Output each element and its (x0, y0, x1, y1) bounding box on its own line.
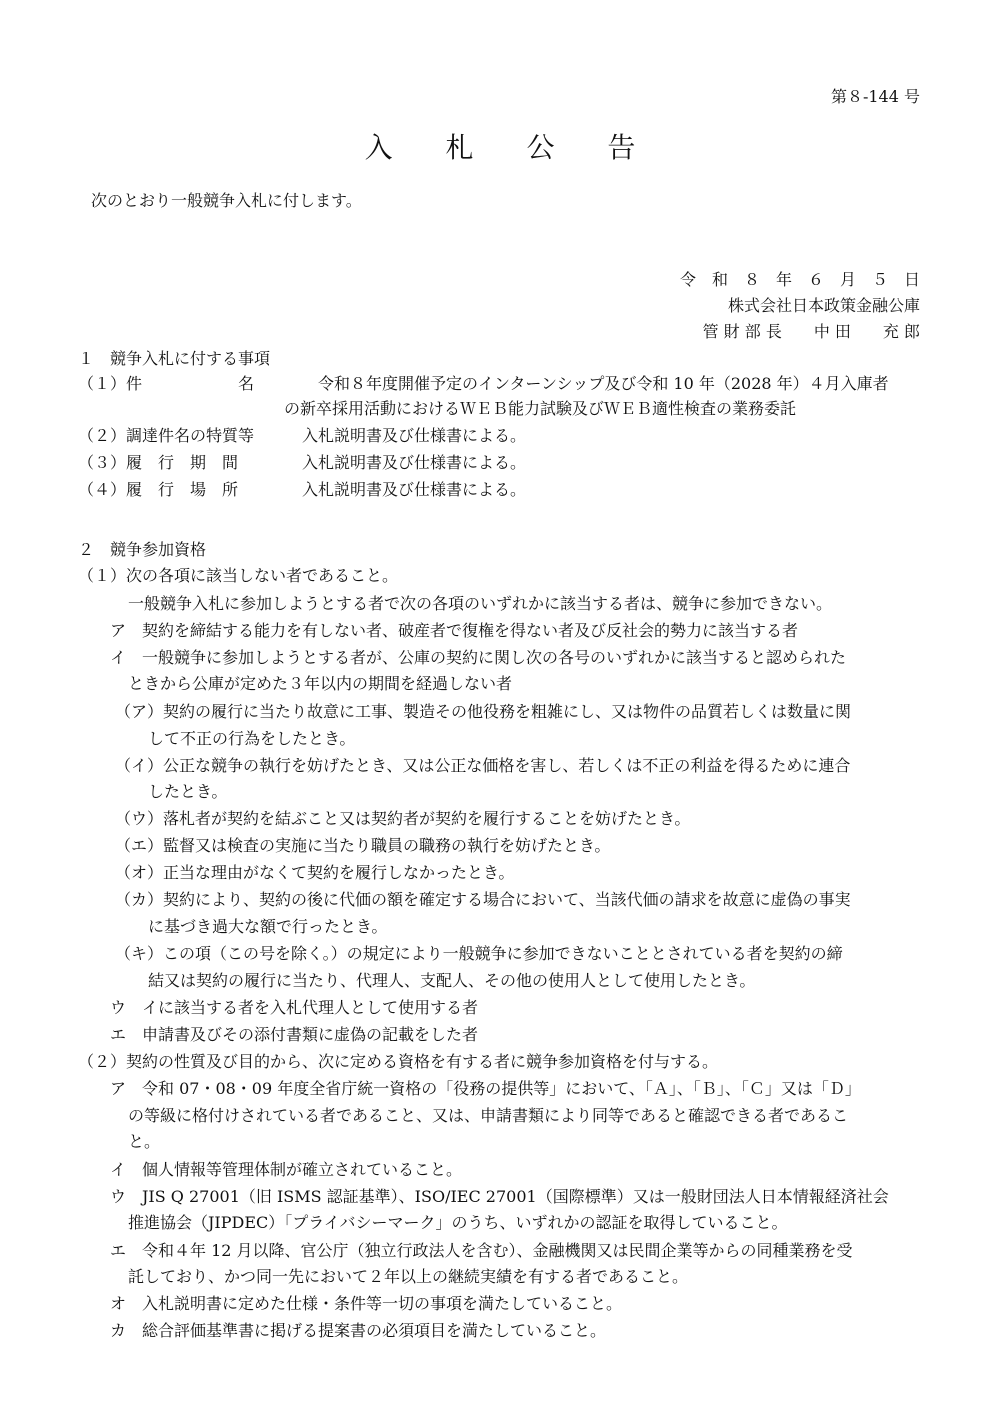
item1-label: （１）件 名 (78, 374, 255, 393)
s2-line: 一般競争入札に参加しようとする者で次の各項のいずれかに該当する者は、競争に参加できない。 (128, 594, 833, 613)
s2-line: （オ）正当な理由がなくて契約を履行しなかったとき。 (115, 863, 515, 882)
s2-line: （キ）この項（この号を除く。）の規定により一般競争に参加できないこととされている者を契約の締 (115, 944, 843, 963)
s2-line: エ 令和４年 12 月以降、官公庁（独立行政法人を含む）、金融機関又は民間企業等からの同種業務を受 (110, 1241, 853, 1260)
issue-date: 令 和 ８ 年 ６ 月 ５ 日 (679, 270, 920, 289)
item1-value-line1: 令和８年度開催予定のインターンシップ及び令和 10 年（2028 年）４月入庫者 (318, 374, 889, 393)
section2-heading: ２ 競争参加資格 (78, 540, 207, 559)
item3-label: （３）履 行 期 間 (78, 453, 239, 472)
s2-line: と。 (128, 1132, 161, 1151)
s2-line: に基づき過大な額で行ったとき。 (148, 917, 388, 936)
s2-line: （ウ）落札者が契約を結ぶこと又は契約者が契約を履行することを妨げたとき。 (115, 809, 691, 828)
issuer-person: 管 財 部 長 中 田 充 郎 (702, 322, 920, 341)
s2-line: （１）次の各項に該当しない者であること。 (78, 566, 399, 585)
s2-line: して不正の行為をしたとき。 (148, 729, 356, 748)
s2-line: カ 総合評価基準書に掲げる提案書の必須項目を満たしていること。 (110, 1321, 607, 1340)
s2-line: ときから公庫が定めた３年以内の期間を経過しない者 (128, 674, 513, 693)
s2-line: （エ）監督又は検査の実施に当たり職員の職務の執行を妨げたとき。 (115, 836, 611, 855)
s2-line: したとき。 (148, 782, 228, 801)
s2-line: （２）契約の性質及び目的から、次に定める資格を有する者に競争参加資格を付与する。 (78, 1052, 719, 1071)
s2-line: エ 申請書及びその添付書類に虚偽の記載をした者 (110, 1025, 479, 1044)
s2-line: ウ イに該当する者を入札代理人として使用する者 (110, 998, 479, 1017)
s2-line: （イ）公正な競争の執行を妨げたとき、又は公正な価格を害し、若しくは不正の利益を得るために連合 (115, 756, 851, 775)
intro-text: 次のとおり一般競争入札に付します。 (91, 191, 362, 210)
s2-line: （カ）契約により、契約の後に代価の額を確定する場合において、当該代価の請求を故意に虚偽の事実 (115, 890, 851, 909)
s2-line: 推進協会（JIPDEC）「プライバシーマーク」のうち、いずれかの認証を取得していること。 (128, 1213, 788, 1232)
s2-line: 託しており、かつ同一先において２年以上の継続実績を有する者であること。 (128, 1267, 689, 1286)
s2-line: （ア）契約の履行に当たり故意に工事、製造その他役務を粗雑にし、又は物件の品質若しくは数量に関 (115, 702, 852, 721)
s2-line: ア 契約を締結する能力を有しない者、破産者で復権を得ない者及び反社会的勢力に該当する者 (110, 621, 799, 640)
s2-line: イ 一般競争に参加しようとする者が、公庫の契約に関し次の各号のいずれかに該当すると認められた (110, 648, 847, 667)
document-number: 第８-144 号 (830, 87, 920, 106)
item4-value: 入札説明書及び仕様書による。 (302, 480, 527, 499)
s2-line: 結又は契約の履行に当たり、代理人、支配人、その他の使用人として使用したとき。 (148, 971, 756, 990)
item2-label: （２）調達件名の特質等 (78, 426, 255, 445)
issuer-org: 株式会社日本政策金融公庫 (727, 296, 920, 315)
s2-line: ア 令和 07・08・09 年度全省庁統一資格の「役務の提供等」において、「Ａ」、「Ｂ」、「Ｃ」又は「Ｄ」 (110, 1079, 861, 1098)
s2-line: オ 入札説明書に定めた仕様・条件等一切の事項を満たしていること。 (110, 1294, 623, 1313)
issuer-block (680, 272, 920, 350)
item1-value-line2: の新卒採用活動におけるＷＥＢ能力試験及びＷＥＢ適性検査の業務委託 (284, 399, 797, 418)
section1-heading: １ 競争入札に付する事項 (78, 349, 271, 368)
item3-value: 入札説明書及び仕様書による。 (302, 453, 527, 472)
s2-line: ウ JIS Q 27001（旧 ISMS 認証基準）、ISO/IEC 27001（国際標準）又は一般財団法人日本情報経済社会 (110, 1187, 889, 1206)
item4-label: （４）履 行 場 所 (78, 480, 239, 499)
s2-line: の等級に格付けされている者であること、又は、申請書類により同等であると確認できる者であるこ (128, 1106, 849, 1125)
page-title: 入 札 公 告 (364, 131, 658, 164)
s2-line: イ 個人情報等管理体制が確立されていること。 (110, 1160, 463, 1179)
item2-value: 入札説明書及び仕様書による。 (302, 426, 527, 445)
